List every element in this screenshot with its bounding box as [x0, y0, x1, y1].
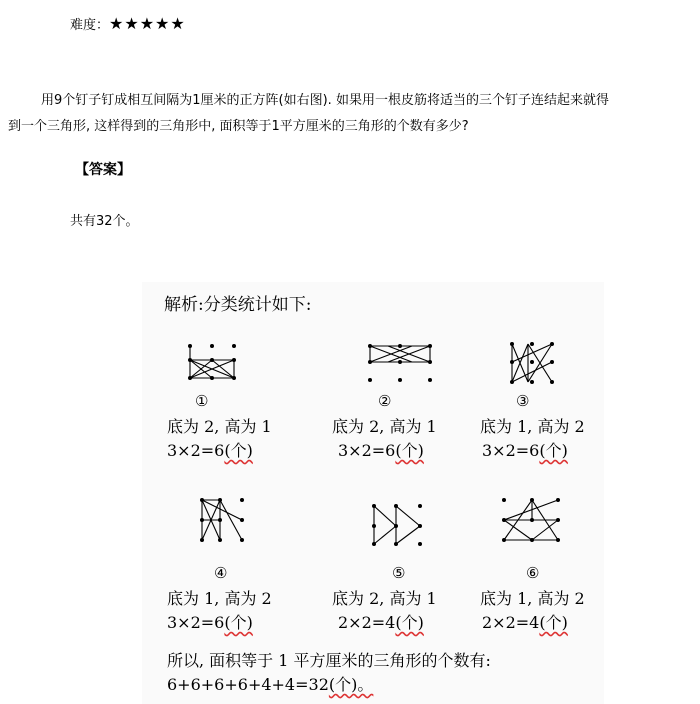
case-6-calculation	[482, 610, 568, 633]
case-5-calculation	[338, 610, 424, 633]
figure-5	[370, 500, 430, 552]
case-3-number: ③	[516, 392, 530, 410]
figure-3-dots	[510, 342, 554, 384]
figure-1	[186, 340, 246, 390]
figure-2	[366, 340, 436, 390]
case-6-number: ⑥	[526, 564, 540, 582]
question-text	[8, 88, 698, 140]
case-2-calc-expr: 3×2=6	[338, 441, 396, 460]
case-4-number: ④	[214, 564, 228, 582]
case-1-description: 底为 2, 高为 1	[167, 417, 272, 436]
summary-line-2	[167, 672, 373, 695]
case-2-number: ②	[378, 392, 392, 410]
figure-2-lines	[370, 346, 430, 362]
difficulty-label: 难度：	[70, 18, 110, 33]
case-6-description: 底为 1, 高为 2	[480, 589, 585, 608]
case-4-calc-expr: 3×2=6	[167, 613, 225, 632]
case-3-calc-expr: 3×2=6	[482, 441, 540, 460]
case-1-calculation	[167, 438, 253, 461]
answer-heading: 【答案】	[75, 162, 131, 178]
analysis-image	[142, 282, 604, 704]
case-4-description: 底为 1, 高为 2	[167, 589, 272, 608]
case-5-calc-expr: 2×2=4	[338, 613, 396, 632]
summary-expression: 6+6+6+6+4+4=32	[167, 675, 329, 694]
case-1-calc-unit: (个)	[224, 441, 253, 460]
case-2-calc-unit: (个)	[395, 441, 424, 460]
case-2-calculation	[338, 438, 424, 461]
case-1-calc-expr: 3×2=6	[167, 441, 225, 460]
summary-unit: (个)。	[328, 675, 374, 694]
difficulty-stars: ★★★★★	[109, 14, 186, 33]
question-line-2: 到一个三角形, 这样得到的三角形中, 面积等于1平方厘米的三角形的个数有多少?	[8, 119, 469, 134]
figure-6	[500, 494, 564, 550]
case-6-calc-expr: 2×2=4	[482, 613, 540, 632]
difficulty-line	[70, 14, 186, 33]
case-1-number: ①	[195, 392, 209, 410]
summary-line-1: 所以, 面积等于 1 平方厘米的三角形的个数有:	[167, 651, 491, 670]
case-5-number: ⑤	[392, 564, 406, 582]
question-line-1: 用9个钉子钉成相互间隔为1厘米的正方阵(如右图). 如果用一根皮筋将适当的三个钉子连结起来就得	[41, 93, 609, 108]
case-3-calculation	[482, 438, 568, 461]
figure-2-dots	[368, 344, 432, 382]
case-5-description: 底为 2, 高为 1	[332, 589, 437, 608]
case-6-calc-unit: (个)	[539, 613, 568, 632]
case-3-calc-unit: (个)	[539, 441, 568, 460]
analysis-title: 解析:分类统计如下:	[164, 295, 312, 315]
case-3-description: 底为 1, 高为 2	[480, 417, 585, 436]
case-4-calc-unit: (个)	[224, 613, 253, 632]
case-2-description: 底为 2, 高为 1	[332, 417, 437, 436]
case-5-calc-unit: (个)	[395, 613, 424, 632]
case-4-calculation	[167, 610, 253, 633]
answer-text: 共有32个。	[70, 214, 139, 229]
figure-4	[198, 496, 258, 552]
figure-3	[506, 340, 566, 390]
